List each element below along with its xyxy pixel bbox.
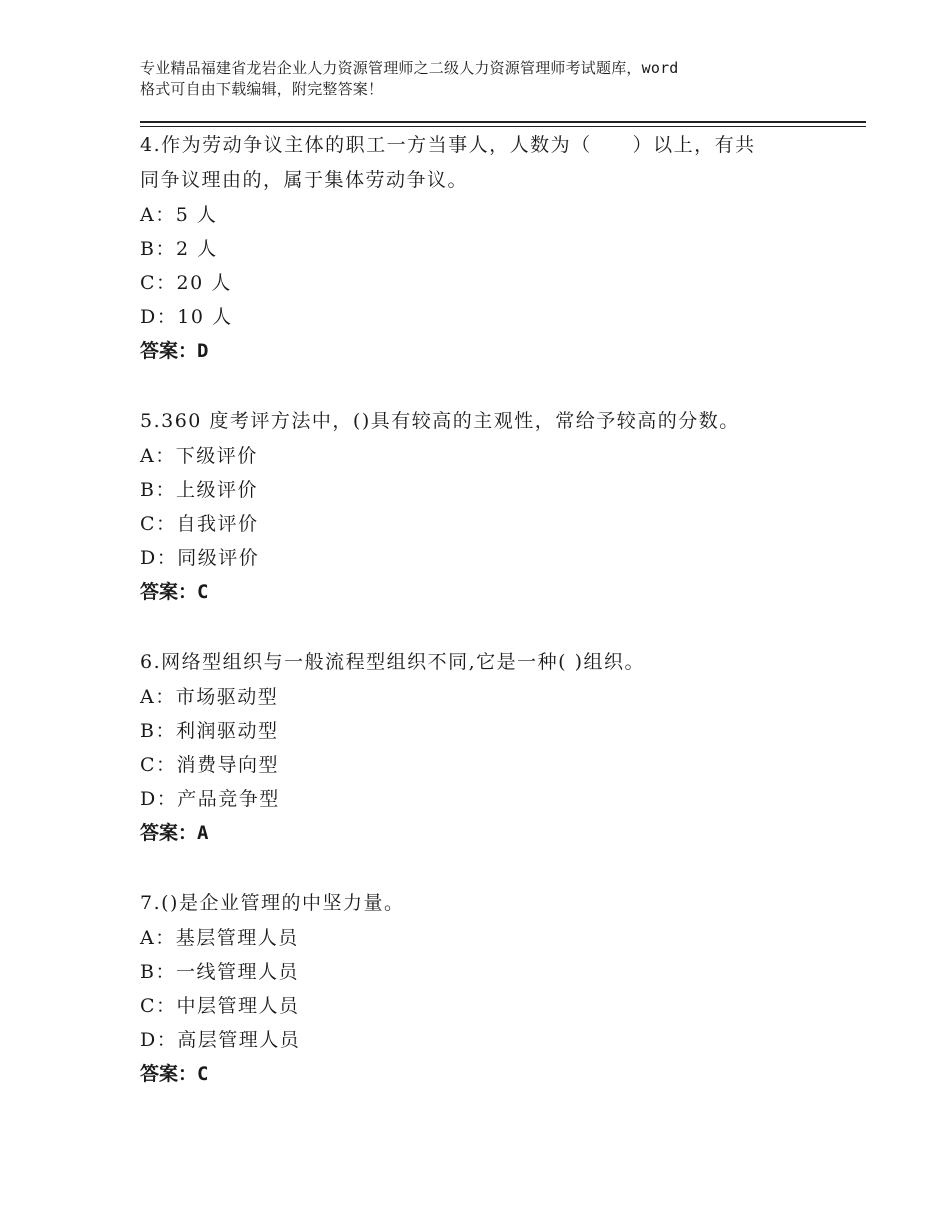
question-stem-line: 6.网络型组织与一般流程型组织不同,它是一种( )组织。 [140, 651, 646, 673]
header-divider-thick [140, 121, 866, 123]
option-b: B：2 人 [140, 238, 218, 260]
answer-label: 答案：D [140, 340, 209, 362]
question-4 [140, 128, 866, 368]
answer-label: 答案：C [140, 581, 209, 603]
option-c: C：自我评价 [140, 513, 259, 535]
header-divider-thin [140, 126, 866, 127]
question-stem-line: 同争议理由的，属于集体劳动争议。 [140, 169, 469, 191]
question-stem [140, 645, 866, 680]
option-d: D：同级评价 [140, 547, 260, 569]
question-stem-line: 7.()是企业管理的中坚力量。 [140, 892, 405, 914]
question-stem [140, 128, 866, 198]
question-stem [140, 886, 866, 921]
header-line-2: 格式可自由下载编辑，附完整答案！ [140, 80, 384, 98]
option-b: B：一线管理人员 [140, 961, 299, 983]
question-list [140, 128, 866, 1091]
document-header [140, 58, 830, 100]
question-stem-line: 5.360 度考评方法中，()具有较高的主观性，常给予较高的分数。 [140, 410, 740, 432]
option-a: A：下级评价 [140, 445, 258, 467]
option-d: D：产品竞争型 [140, 788, 280, 810]
question-7 [140, 886, 866, 1091]
option-c: C：消费导向型 [140, 754, 280, 776]
option-d: D：10 人 [140, 306, 233, 328]
question-spacer [140, 609, 866, 645]
question-6 [140, 645, 866, 850]
option-a: A：5 人 [140, 204, 218, 226]
option-b: B：上级评价 [140, 479, 258, 501]
question-stem-line: 4.作为劳动争议主体的职工一方当事人，人数为（ ）以上，有共 [140, 134, 756, 156]
option-c: C：20 人 [140, 272, 232, 294]
option-b: B：利润驱动型 [140, 720, 279, 742]
option-a: A：基层管理人员 [140, 927, 299, 949]
question-spacer [140, 368, 866, 404]
question-5 [140, 404, 866, 609]
option-d: D：高层管理人员 [140, 1029, 301, 1051]
option-a: A：市场驱动型 [140, 686, 279, 708]
question-stem [140, 404, 866, 439]
question-spacer [140, 850, 866, 886]
option-c: C：中层管理人员 [140, 995, 300, 1017]
answer-label: 答案：A [140, 822, 209, 844]
header-line-1: 专业精品福建省龙岩企业人力资源管理师之二级人力资源管理师考试题库，word [140, 59, 679, 77]
answer-label: 答案：C [140, 1063, 209, 1085]
